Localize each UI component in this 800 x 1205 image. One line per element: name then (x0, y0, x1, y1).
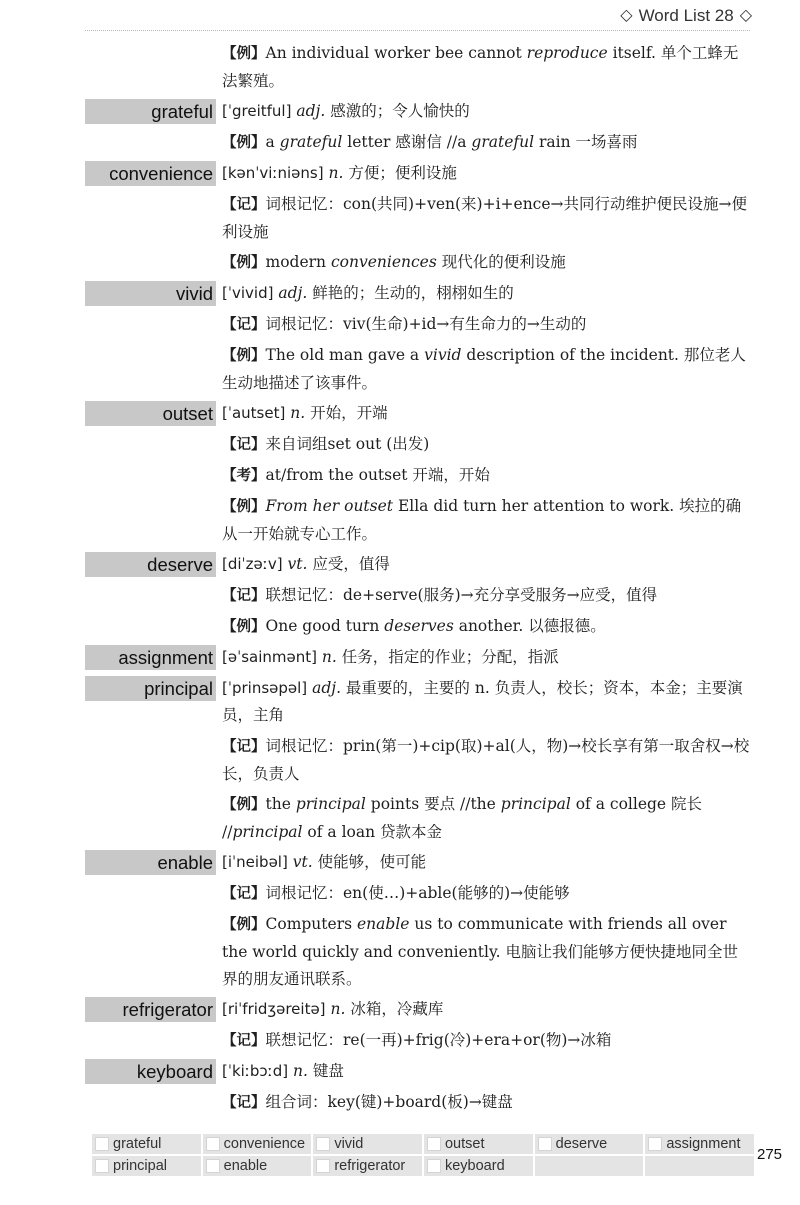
note-tag: 【例】 (222, 255, 266, 271)
part-of-speech: n. (330, 1000, 346, 1018)
note-text: 联想记忆：re(一再)+frig(冷)+era+or(物)→冰箱 (265, 1031, 612, 1049)
note-text: rain 一场喜雨 (534, 133, 638, 151)
index-word: deserve (555, 1136, 608, 1152)
checkbox-square-icon (95, 1137, 109, 1151)
headword: enable (85, 850, 216, 875)
note-text: 组合词：key(键)+board(板)→键盘 (265, 1093, 513, 1111)
part-of-speech: n. (321, 648, 337, 666)
example-keyword: principal (232, 823, 303, 841)
example-keyword: grateful (279, 133, 343, 151)
index-cell (203, 1156, 312, 1176)
index-cell (92, 1134, 201, 1154)
index-word: grateful (113, 1136, 162, 1152)
note-tag: 【记】 (222, 886, 266, 902)
note-line (0, 342, 800, 397)
note-text: 词根记忆：viv(生命)+id→有生命力的→生动的 (265, 315, 587, 333)
note-text: letter 感谢信 //a (342, 133, 472, 151)
definition: 方便；便利设施 (343, 164, 457, 182)
note-text: of a loan 贷款本金 (302, 823, 443, 841)
note-text: points 要点 //the (365, 795, 501, 813)
part-of-speech: n. (328, 164, 344, 182)
note-tag: 【例】 (222, 499, 266, 515)
pronunciation: [ˈautset] (222, 404, 286, 422)
note-tag: 【例】 (222, 797, 266, 813)
index-cell (313, 1134, 422, 1154)
index-cell-empty (645, 1156, 754, 1176)
part-of-speech: n. (293, 1062, 308, 1080)
note-line (0, 431, 800, 459)
pronunciation: [ˈkiːbɔːd] (222, 1062, 289, 1080)
example-keyword: grateful (471, 133, 535, 151)
word-entry (0, 675, 800, 729)
definition: 鲜艳的；生动的，栩栩如生的 (307, 284, 514, 302)
index-word: principal (113, 1158, 167, 1174)
pronunciation: [ˈgreitful] (222, 102, 292, 120)
note-tag: 【例】 (222, 619, 266, 635)
example-keyword: principal (295, 795, 366, 813)
note-line (0, 129, 800, 157)
headword: outset (85, 401, 216, 426)
checkbox-square-icon (648, 1137, 662, 1151)
index-cell (535, 1134, 644, 1154)
diamond-icon: ◇ (739, 7, 752, 24)
checkbox-square-icon (206, 1159, 220, 1173)
pronunciation: [ˈvivid] (222, 284, 274, 302)
note-line (0, 733, 800, 788)
definition: 感激的；令人愉快的 (325, 102, 470, 120)
note-line (0, 462, 800, 490)
definition: 键盘 (307, 1062, 344, 1080)
note-text: One good turn (265, 617, 385, 635)
note-text: of a college 院长 // (222, 795, 703, 841)
note-line (0, 311, 800, 339)
note-line (0, 191, 800, 246)
definition: 冰箱，冷藏库 (345, 1000, 444, 1018)
note-tag: 【记】 (222, 437, 266, 453)
note-text: 现代化的便利设施 (436, 253, 566, 271)
note-line (0, 1027, 800, 1055)
index-word: enable (223, 1158, 268, 1174)
index-word: vivid (334, 1136, 364, 1152)
checkbox-square-icon (206, 1137, 220, 1151)
part-of-speech: adj. (296, 102, 326, 120)
note-tag: 【例】 (222, 135, 266, 151)
index-cell (424, 1156, 533, 1176)
word-entry (0, 849, 800, 876)
note-line (0, 911, 800, 993)
note-tag: 【记】 (222, 1095, 266, 1111)
note-line (0, 613, 800, 641)
checkbox-square-icon (427, 1159, 441, 1173)
checkbox-square-icon (316, 1137, 330, 1151)
example-keyword: conveniences (330, 253, 437, 271)
word-entry (0, 551, 800, 578)
note-line (0, 880, 800, 908)
note-tag: 【记】 (222, 588, 266, 604)
index-cell (313, 1156, 422, 1176)
page-number: 275 (757, 1146, 783, 1163)
note-line (0, 791, 800, 846)
note-line (0, 582, 800, 610)
checkbox-square-icon (427, 1137, 441, 1151)
word-entry (0, 400, 800, 427)
note-text: modern (265, 253, 331, 271)
part-of-speech: n. (290, 404, 306, 422)
note-text: Computers (265, 915, 357, 933)
word-list-content (0, 40, 800, 1120)
checkbox-square-icon (316, 1159, 330, 1173)
note-text: 词根记忆：prin(第一)+cip(取)+al(人，物)→校长享有第一取舍权→校长，负责人 (222, 737, 750, 783)
diamond-icon: ◇ (620, 7, 633, 24)
pronunciation: [iˈneibəl] (222, 853, 288, 871)
note-line (0, 1089, 800, 1117)
note-text: at/from the outset 开端，开始 (265, 466, 490, 484)
index-word: outset (444, 1136, 485, 1152)
headword: principal (85, 676, 216, 701)
header-divider (85, 30, 750, 31)
note-tag: 【例】 (222, 46, 266, 62)
word-entry (0, 160, 800, 187)
note-line (0, 493, 800, 548)
index-cell (645, 1134, 754, 1154)
definition: 开始，开端 (305, 404, 388, 422)
index-cell-empty (535, 1156, 644, 1176)
index-word: keyboard (444, 1158, 505, 1174)
headword: keyboard (85, 1059, 216, 1084)
definition: 任务，指定的作业；分配，指派 (336, 648, 559, 666)
checkbox-square-icon (538, 1137, 552, 1151)
part-of-speech: vt. (287, 555, 308, 573)
note-text: 词根记忆：con(共同)+ven(来)+i+ence→共同行动维护便民设施→便利设施 (222, 195, 748, 241)
headword: deserve (85, 552, 216, 577)
note-text: the (265, 795, 296, 813)
note-line (0, 40, 800, 95)
headword: vivid (85, 281, 216, 306)
word-entry (0, 644, 800, 671)
headword: grateful (85, 99, 216, 124)
note-line (0, 249, 800, 277)
note-text: Ella did turn her attention to work. 埃拉的确从一开始就专心工作。 (222, 497, 742, 543)
word-entry (0, 996, 800, 1023)
definition: 最重要的，主要的 n. 负责人，校长；资本，本金；主要演员，主角 (222, 679, 743, 724)
note-tag: 【记】 (222, 197, 266, 213)
word-index-grid (92, 1134, 754, 1176)
example-keyword: principal (500, 795, 571, 813)
headword: assignment (85, 645, 216, 670)
example-keyword: vivid (424, 346, 462, 364)
note-text: another. 以德报德。 (453, 617, 606, 635)
pronunciation: [riˈfridʒəreitə] (222, 1000, 326, 1018)
note-tag: 【记】 (222, 1033, 266, 1049)
definition: 使能够，使可能 (312, 853, 427, 871)
index-word: assignment (666, 1136, 741, 1152)
index-word: convenience (223, 1136, 306, 1152)
pronunciation: [əˈsainmənt] (222, 648, 317, 666)
checkbox-square-icon (95, 1159, 109, 1173)
part-of-speech: vt. (292, 853, 313, 871)
part-of-speech: adj. (312, 679, 341, 697)
note-tag: 【例】 (222, 348, 266, 364)
example-keyword: deserves (384, 617, 454, 635)
example-keyword: From her outset (265, 497, 394, 515)
headword: refrigerator (85, 997, 216, 1022)
word-entry (0, 98, 800, 125)
note-tag: 【记】 (222, 739, 266, 755)
note-text: 词根记忆：en(使…)+able(能够的)→使能够 (265, 884, 570, 902)
note-text: The old man gave a (265, 346, 425, 364)
word-list-title: Word List 28 (638, 6, 734, 25)
note-text: An individual worker bee cannot (265, 44, 527, 62)
index-cell (203, 1134, 312, 1154)
note-tag: 【考】 (222, 468, 266, 484)
pronunciation: [ˈprinsəpəl] (222, 679, 308, 697)
note-text: 联想记忆：de+serve(服务)→充分享受服务→应受，值得 (265, 586, 658, 604)
note-text: 来自词组set out (出发) (265, 435, 430, 453)
note-text: itself. 单个工蜂无法繁殖。 (222, 44, 739, 90)
headword: convenience (85, 161, 216, 186)
index-cell (92, 1156, 201, 1176)
pronunciation: [diˈzəːv] (222, 555, 283, 573)
page-header (620, 6, 752, 26)
word-entry (0, 280, 800, 307)
note-tag: 【记】 (222, 317, 266, 333)
word-entry (0, 1058, 800, 1085)
example-keyword: enable (357, 915, 410, 933)
definition: 应受，值得 (307, 555, 390, 573)
note-tag: 【例】 (222, 917, 266, 933)
note-text: description of the incident. 那位老人生动地描述了该事件。 (222, 346, 746, 392)
index-cell (424, 1134, 533, 1154)
example-keyword: reproduce (526, 44, 608, 62)
pronunciation: [kənˈviːniəns] (222, 164, 324, 182)
note-text: us to communicate with friends all over the world quickly and conveniently. 电脑让我们能够方便快捷地同全世界的朋友通讯联系。 (222, 915, 739, 988)
part-of-speech: adj. (278, 284, 308, 302)
note-text: a (265, 133, 280, 151)
index-word: refrigerator (334, 1158, 406, 1174)
